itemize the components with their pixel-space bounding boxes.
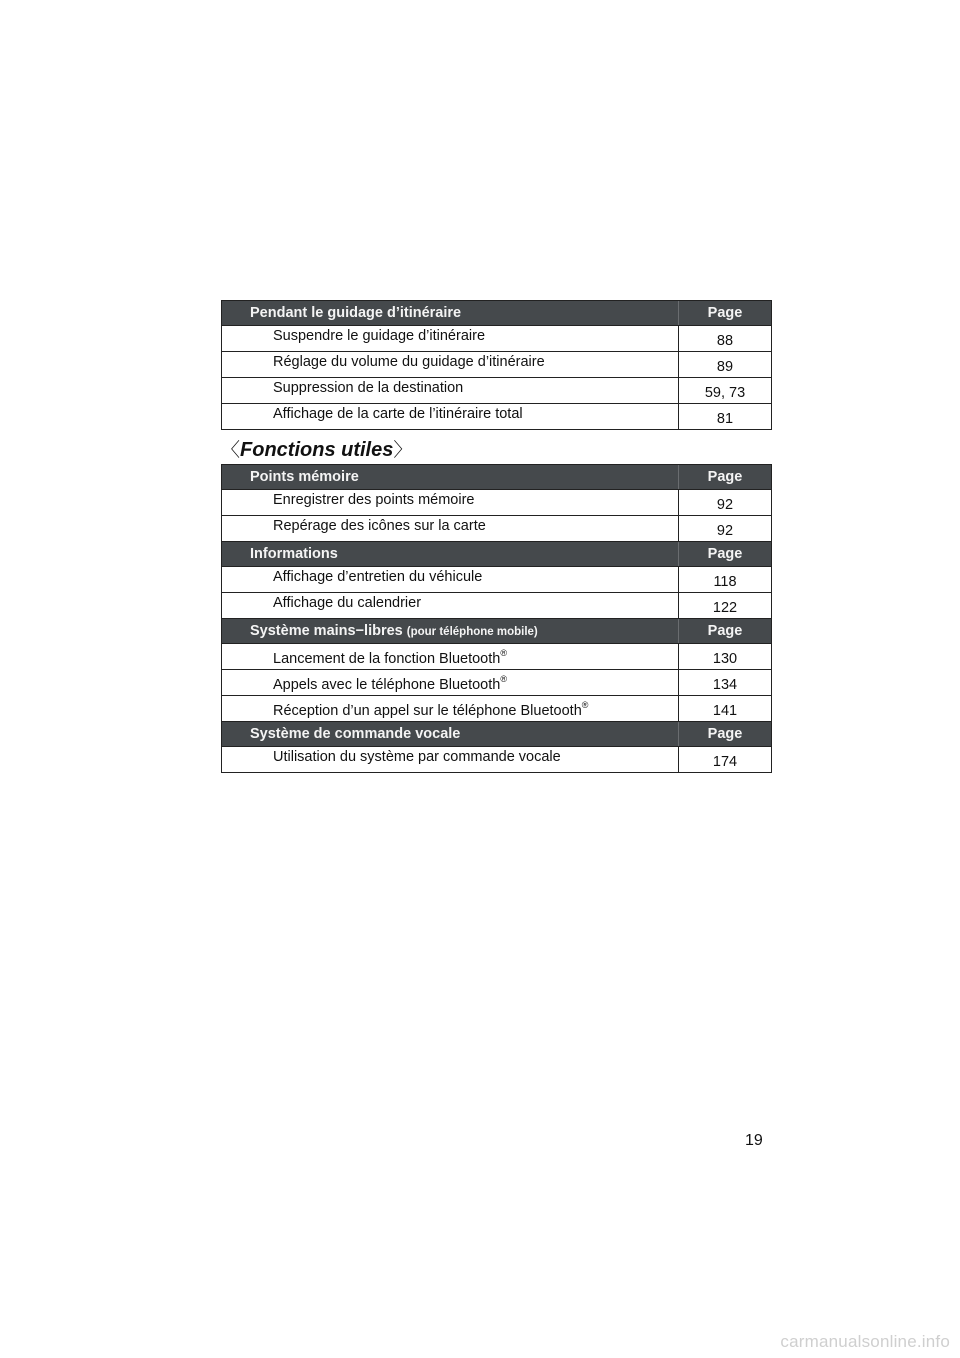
row-label: Réglage du volume du guidage d’itinéraire (273, 354, 545, 370)
row-page: 59, 73 (678, 378, 771, 403)
table-header-title: Pendant le guidage d’itinéraire (250, 305, 462, 321)
row-label-text: Réception d’un appel sur le téléphone Bluetooth (273, 702, 582, 719)
row-page: 92 (678, 516, 771, 541)
row-label: Suppression de la destination (273, 380, 464, 396)
row-page: 134 (678, 670, 771, 695)
table-header-page: Page (678, 722, 771, 746)
row-page: 122 (678, 593, 771, 618)
row-page: 81 (678, 404, 771, 429)
row-page: 174 (678, 747, 771, 772)
table-header-title: Système de commande vocale (250, 726, 461, 742)
table-header (222, 541, 771, 567)
table-row (222, 644, 771, 669)
registered-mark: ® (500, 648, 507, 658)
table-row (222, 403, 771, 429)
row-label: Affichage d’entretien du véhicule (273, 569, 483, 585)
row-label (222, 670, 678, 695)
watermark: carmanualsonline.info (780, 1332, 950, 1351)
table-row (222, 695, 771, 721)
row-page: 89 (678, 352, 771, 377)
row-label: Suspendre le guidage d’itinéraire (273, 328, 486, 344)
registered-mark: ® (581, 700, 589, 710)
row-page: 92 (678, 490, 771, 515)
table-row (222, 326, 771, 351)
row-label: Enregistrer des points mémoire (273, 492, 475, 508)
table-row (222, 669, 771, 695)
table-row (222, 747, 771, 772)
table-header (222, 301, 771, 326)
row-label (222, 644, 678, 669)
row-label (222, 696, 678, 721)
table-header-title: Informations (250, 546, 338, 562)
row-page: 141 (678, 696, 771, 721)
row-page: 88 (678, 326, 771, 351)
table-header-title: Points mémoire (250, 469, 359, 485)
heading-open-bracket: 〈 (221, 440, 241, 461)
row-page: 130 (678, 644, 771, 669)
row-label: Utilisation du système par commande vocale (273, 749, 561, 765)
heading-close-bracket: 〉 (393, 440, 413, 461)
table-header-page: Page (678, 542, 771, 566)
table-header-title (222, 619, 678, 643)
table-header (222, 465, 771, 490)
heading-text: Fonctions utiles (240, 439, 394, 461)
row-label: Repérage des icônes sur la carte (273, 518, 486, 534)
table-row (222, 377, 771, 403)
row-label: Affichage de la carte de l’itinéraire total (273, 406, 523, 422)
registered-mark: ® (500, 674, 507, 684)
table-header (222, 721, 771, 747)
table-row (222, 515, 771, 541)
section-heading (221, 435, 412, 462)
guidance-table (221, 300, 772, 430)
table-header-page: Page (678, 619, 771, 643)
table-row (222, 592, 771, 618)
table-header-page: Page (678, 465, 771, 489)
row-page: 118 (678, 567, 771, 592)
header-title-text: Système mains−libres (250, 623, 403, 639)
row-label-text: Lancement de la fonction Bluetooth (273, 650, 501, 667)
table-row (222, 351, 771, 377)
table-row (222, 567, 771, 592)
table-row (222, 490, 771, 515)
row-label-text: Appels avec le téléphone Bluetooth (273, 676, 501, 693)
table-header-page: Page (678, 301, 771, 325)
row-label: Affichage du calendrier (273, 595, 422, 611)
table-header (222, 618, 771, 644)
page-number: 19 (745, 1132, 763, 1149)
header-subtitle: (pour téléphone mobile) (406, 626, 538, 638)
features-table (221, 464, 772, 773)
